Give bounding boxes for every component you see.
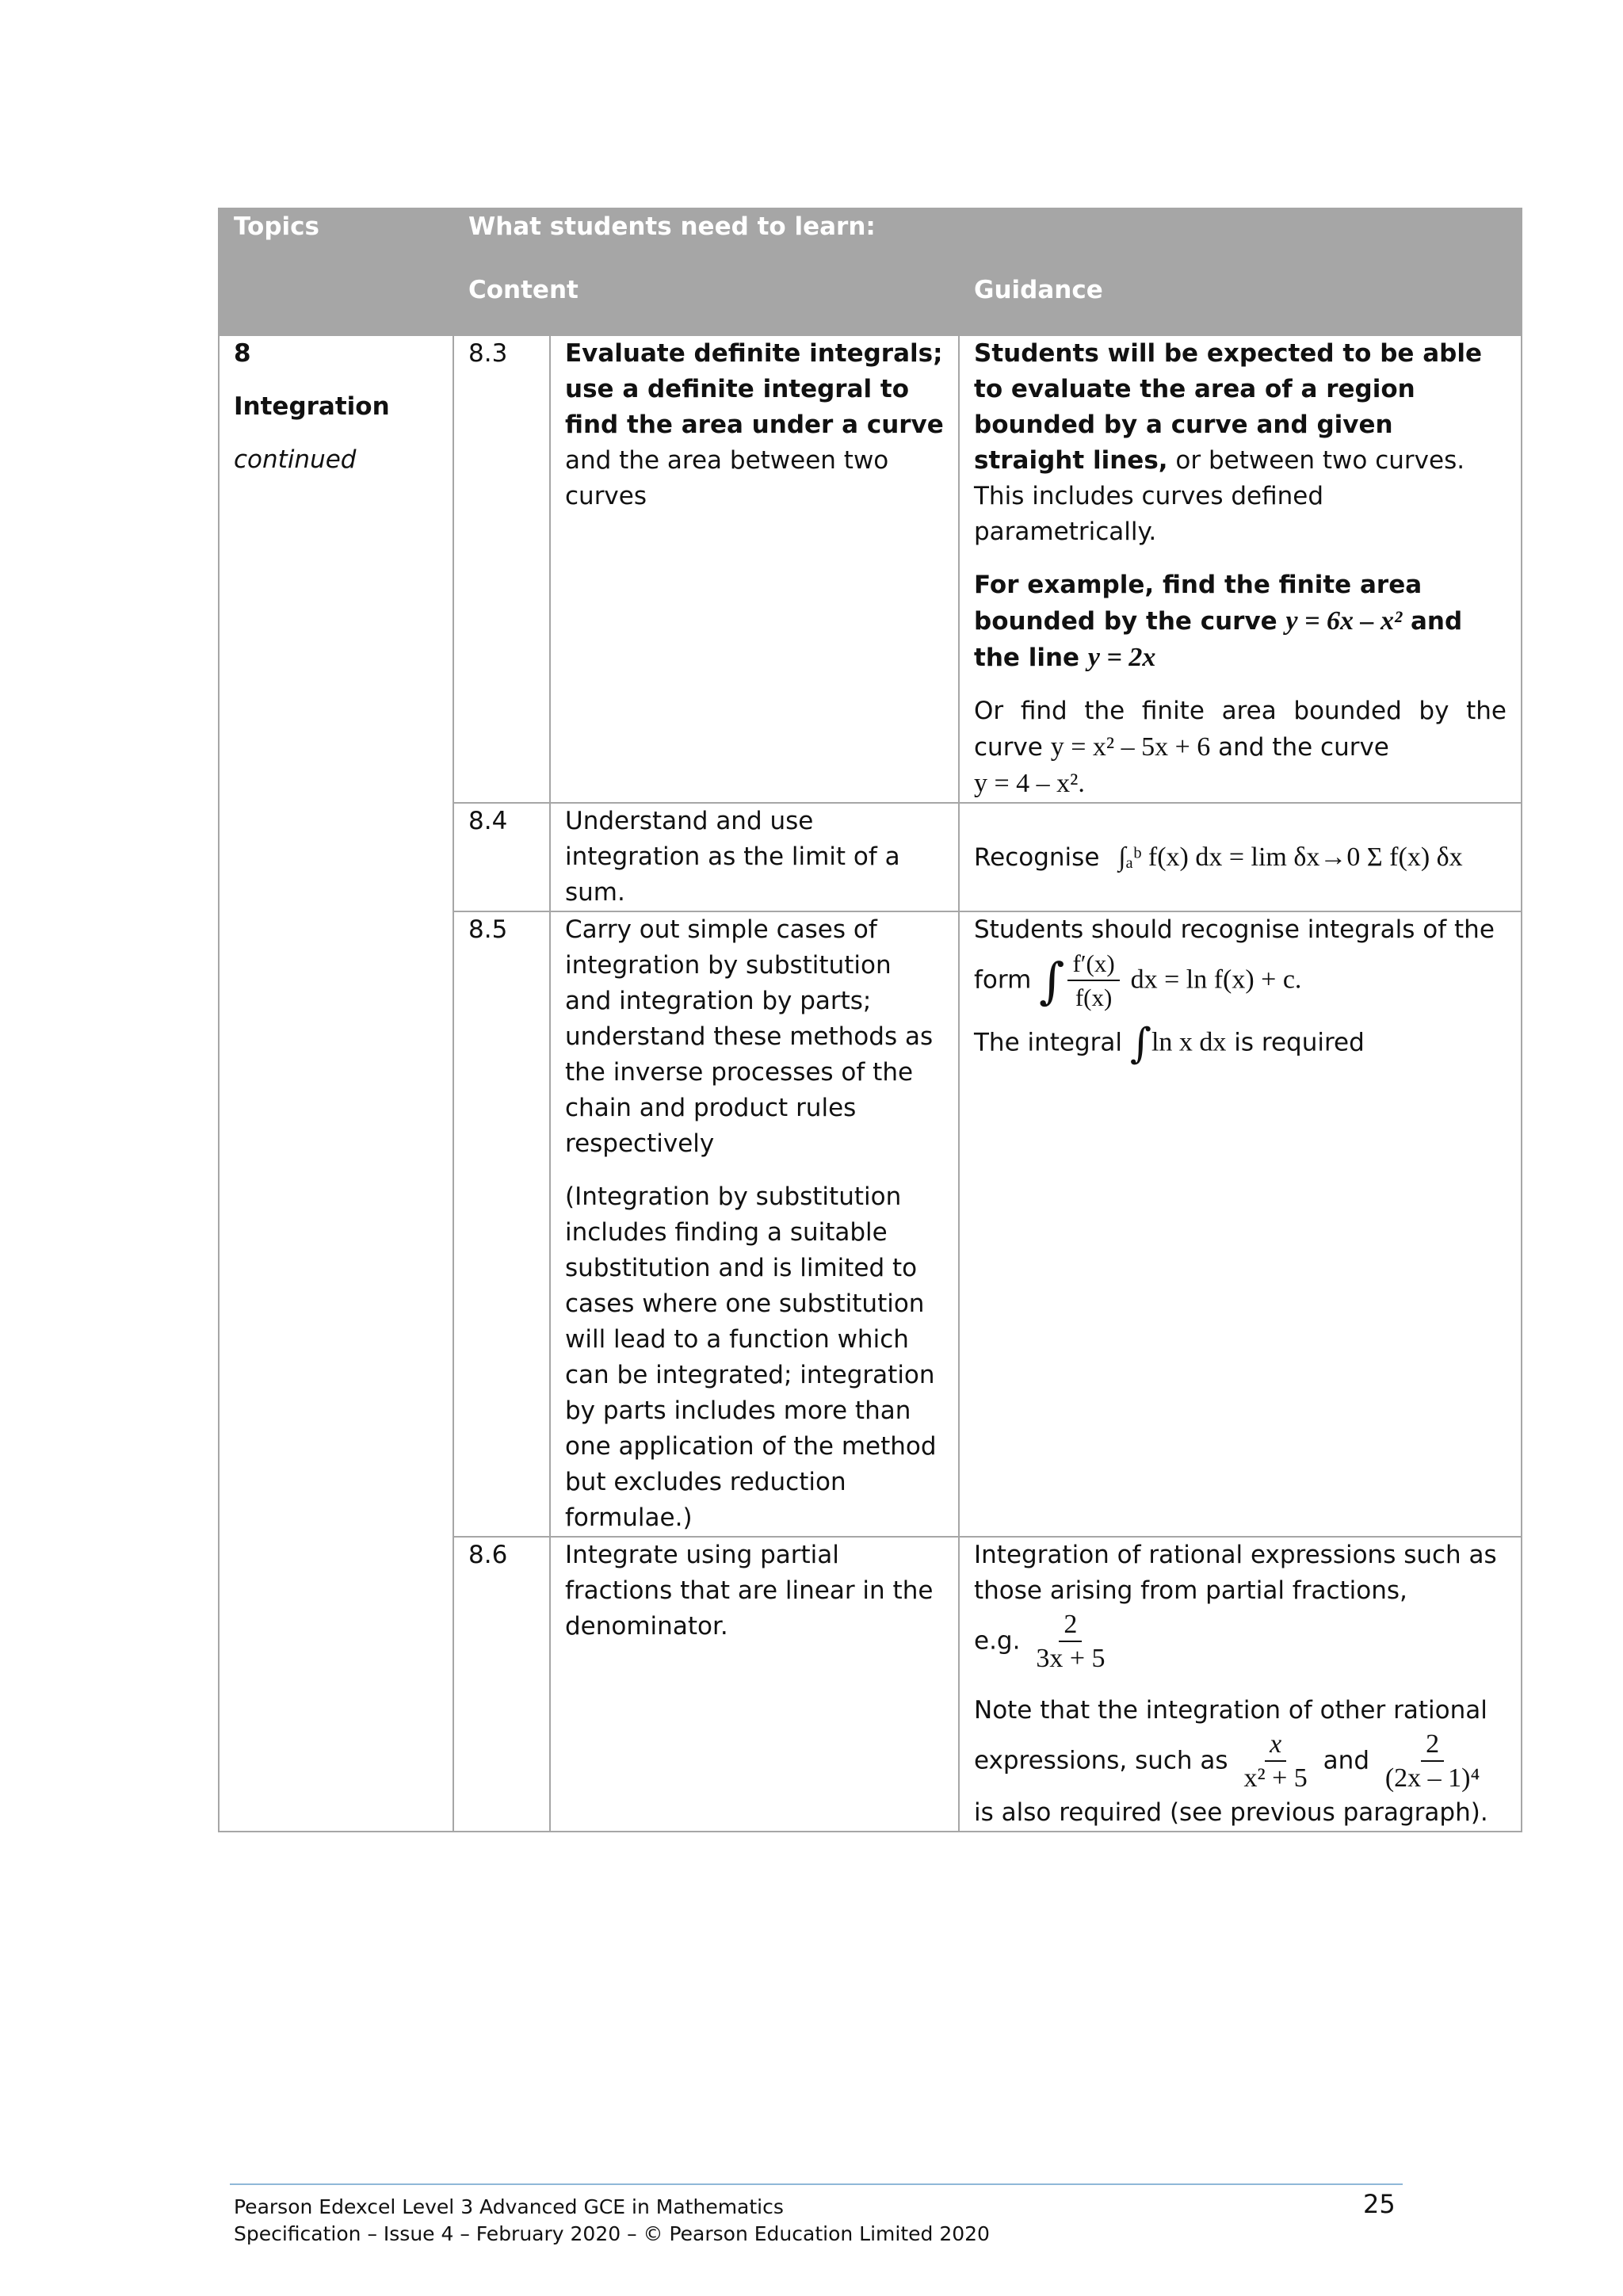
fraction-denominator: x² + 5 xyxy=(1243,1763,1308,1793)
content-note: (Integration by substitution includes finding a suitable substitution and is limited to cases where one substitution will lead to a function which can be integrated; integration by parts includes more than one application of the method but excludes reduction formulae.) xyxy=(565,1182,937,1532)
topic-note: continued xyxy=(234,445,357,474)
header-topics: Topics xyxy=(219,208,453,335)
guidance-rest: or between two curves. This includes curves defined parametrically. xyxy=(974,446,1465,546)
ref-cell: 8.6 xyxy=(453,1537,550,1832)
content-text: Carry out simple cases of integration by substitution and integration by parts; understand these methods as the inverse processes of the chain and product rules respectively xyxy=(565,915,934,1158)
topic-number: 8 xyxy=(234,339,251,368)
content-cell xyxy=(550,911,959,1537)
footer-issue: Specification – Issue 4 – February 2020 – © Pearson Education Limited 2020 xyxy=(234,2222,990,2245)
guidance-cell xyxy=(959,335,1522,803)
form-rhs: dx = ln f(x) + c. xyxy=(1130,965,1302,995)
specification-table xyxy=(218,208,1522,1832)
header-what-students: What students need to learn: xyxy=(453,208,1522,272)
fraction-numerator: x xyxy=(1265,1729,1286,1762)
guidance-tail: is also required (see previous paragraph). xyxy=(974,1798,1488,1827)
expressions-pre: expressions, such as xyxy=(974,1746,1228,1775)
example-fraction xyxy=(974,1609,1507,1675)
example-2-and: and the curve xyxy=(1218,733,1389,762)
guidance-note: Note that the integration of other rational xyxy=(974,1696,1487,1725)
example-2-text: Or find the finite area bounded by the curve xyxy=(974,697,1507,762)
fraction-numerator: 2 xyxy=(1421,1729,1444,1762)
topic-cell xyxy=(219,335,453,1832)
ref-cell: 8.5 xyxy=(453,911,550,1537)
header-guidance: Guidance xyxy=(959,272,1522,335)
guidance-paragraph xyxy=(974,336,1507,550)
content-cell: Integrate using partial fractions that are linear in the denominator. xyxy=(550,1537,959,1832)
fraction-numerator: f′(x) xyxy=(1067,948,1119,981)
example-2-curve: y = x² – 5x + 6 xyxy=(1050,732,1211,762)
fraction xyxy=(1381,1729,1485,1795)
table-row xyxy=(219,335,1522,803)
form-label: form xyxy=(974,965,1032,995)
example-2 xyxy=(974,693,1507,802)
guidance-cell xyxy=(959,803,1522,911)
recognise-label: Recognise xyxy=(974,842,1100,872)
header-content: Content xyxy=(453,272,959,335)
example-1-line: y = 2x xyxy=(1087,643,1156,672)
integral-required-pre: The integral xyxy=(974,1028,1123,1057)
ln-x-expression: ln x dx xyxy=(1151,1027,1227,1057)
content-cell xyxy=(550,335,959,803)
integral-required xyxy=(974,1019,1507,1068)
guidance-cell xyxy=(959,911,1522,1537)
other-expressions xyxy=(974,1729,1507,1795)
integral-required-post: is required xyxy=(1234,1028,1365,1057)
eg-label: e.g. xyxy=(974,1626,1021,1656)
example-1 xyxy=(974,567,1507,676)
guidance-cell xyxy=(959,1537,1522,1832)
fraction xyxy=(1239,1729,1312,1795)
fraction-denominator: f(x) xyxy=(1075,984,1113,1011)
integral-sign-icon: ∫ xyxy=(1039,952,1065,1010)
example-1-text: For example, find the finite area bounded by the curve xyxy=(974,571,1423,636)
footer-rule xyxy=(230,2183,1403,2185)
ref-cell: 8.4 xyxy=(453,803,550,911)
page-number: 25 xyxy=(1363,2189,1396,2219)
ref-cell: 8.3 xyxy=(453,335,550,803)
form-expression xyxy=(974,948,1507,1014)
footer-title: Pearson Edexcel Level 3 Advanced GCE in Mathematics xyxy=(234,2195,784,2218)
expressions-and: and xyxy=(1323,1746,1369,1775)
fraction xyxy=(1031,1609,1109,1675)
integral-sign-icon: ∫ xyxy=(1129,1020,1151,1068)
limit-sum-formula: ∫ₐᵇ f(x) dx = lim δx→0 Σ f(x) δx xyxy=(1118,842,1463,872)
example-1-and: and the line xyxy=(974,607,1463,672)
fraction-numerator: 2 xyxy=(1059,1609,1082,1642)
example-1-curve: y = 6x – x² xyxy=(1285,606,1403,636)
guidance-bold: Students will be expected to be able to evaluate the area of a region bounded by a curve and given straight lines, xyxy=(974,339,1482,475)
guidance-text: Students should recognise integrals of the xyxy=(974,915,1495,944)
guidance-text: Integration of rational expressions such as those arising from partial fractions, xyxy=(974,1541,1497,1605)
fraction-denominator: (2x – 1)⁴ xyxy=(1384,1763,1480,1793)
content-bold: Evaluate definite integrals; use a definite integral to find the area under a curve xyxy=(565,339,944,439)
example-2-curve2: y = 4 – x². xyxy=(974,769,1085,798)
fraction xyxy=(1067,948,1119,1014)
content-rest: and the area between two curves xyxy=(565,446,889,510)
content-cell: Understand and use integration as the limit of a sum. xyxy=(550,803,959,911)
topic-name: Integration xyxy=(234,392,390,421)
fraction-denominator: 3x + 5 xyxy=(1036,1644,1106,1673)
